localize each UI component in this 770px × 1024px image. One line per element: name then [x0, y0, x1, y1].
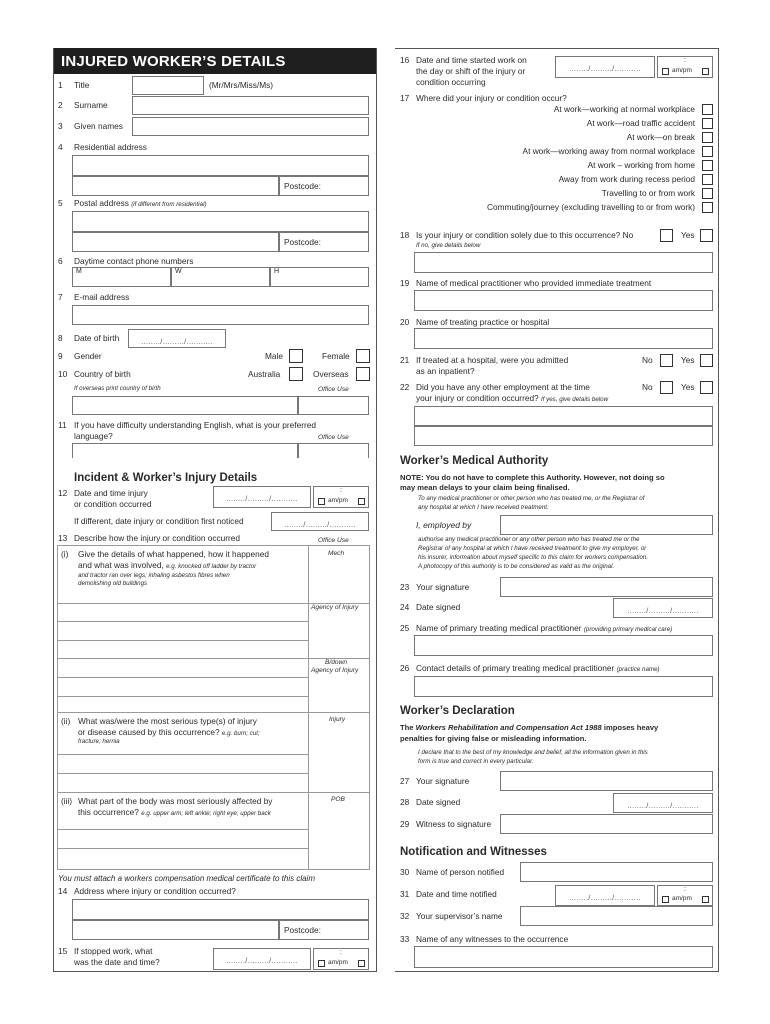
- first-noticed-label: If different, date injury or condition first noticed: [74, 516, 244, 526]
- solely-yes-checkbox[interactable]: [700, 229, 713, 242]
- body-part-label: What part of the body was most seriously affected by: [78, 796, 273, 806]
- treating-practice-label: Name of treating practice or hospital: [416, 317, 550, 327]
- supervisor-label: Your supervisor’s name: [416, 911, 503, 921]
- postal-address-line1[interactable]: [72, 211, 369, 232]
- declaration-date-label: Date signed: [416, 797, 461, 807]
- attach-certificate-note: You must attach a workers compensation medical certificate to this claim: [58, 874, 315, 883]
- incident-time-input[interactable]: : am/pm: [313, 486, 369, 508]
- gender-label: Gender: [74, 351, 102, 361]
- incident-am-checkbox[interactable]: [318, 498, 325, 505]
- phone-label: Daytime contact phone numbers: [74, 256, 194, 266]
- code-bdown: B/down: [325, 659, 347, 666]
- language-label: If you have difficulty understanding English, what is your preferred: [74, 420, 316, 430]
- given-names-input[interactable]: [132, 117, 369, 136]
- incident-heading: Incident & Worker’s Injury Details: [74, 472, 258, 484]
- notification-heading: Notification and Witnesses: [400, 846, 547, 858]
- code-agency: Agency of Injury: [311, 604, 359, 611]
- surname-label: Surname: [74, 100, 108, 110]
- inpatient-yes-checkbox[interactable]: [700, 354, 713, 367]
- witnesses-label: Name of any witnesses to the occurrence: [416, 934, 569, 944]
- postal-postcode[interactable]: Postcode:: [279, 232, 369, 252]
- notified-time-input[interactable]: : am/pm: [657, 885, 713, 906]
- medical-date-input[interactable]: ......../........./...........: [613, 598, 713, 618]
- incident-date-input[interactable]: ......../........./...........: [213, 486, 311, 508]
- gender-female-checkbox[interactable]: [356, 349, 370, 363]
- declaration-signature-label: Your signature: [416, 776, 470, 786]
- injury-address-line2[interactable]: [72, 920, 279, 940]
- declaration-date-input[interactable]: ......../........./...........: [613, 793, 713, 813]
- primary-practitioner-input[interactable]: [414, 635, 713, 656]
- employment-yes-checkbox[interactable]: [700, 381, 713, 394]
- page-title: INJURED WORKER’S DETAILS: [54, 48, 376, 74]
- occur-option-checkbox[interactable]: [702, 160, 713, 171]
- witnesses-input[interactable]: [414, 946, 713, 968]
- residential-address-line2[interactable]: [72, 176, 279, 196]
- declaration-heading: Worker’s Declaration: [400, 705, 515, 717]
- occur-option-checkbox[interactable]: [702, 202, 713, 213]
- occur-option-checkbox[interactable]: [702, 174, 713, 185]
- occur-option-checkbox[interactable]: [702, 118, 713, 129]
- gender-male-checkbox[interactable]: [289, 349, 303, 363]
- medical-signature-input[interactable]: [500, 577, 713, 597]
- employment-details-line1[interactable]: [414, 406, 713, 426]
- witness-input[interactable]: [500, 814, 713, 834]
- employment-details-line2[interactable]: [414, 426, 713, 446]
- describe-what-happened: Give the details of what happened, how it happened: [78, 549, 269, 559]
- practitioner-contact-input[interactable]: [414, 676, 713, 697]
- started-date-input[interactable]: ......../........./...........: [555, 56, 655, 78]
- country-note: If overseas print country of birth: [74, 385, 161, 392]
- title-input[interactable]: [132, 76, 204, 95]
- injury-address-label: Address where injury or condition occurred?: [74, 886, 236, 896]
- residential-postcode[interactable]: Postcode:: [279, 176, 369, 196]
- stopped-date-input[interactable]: ......../........./...........: [213, 948, 311, 970]
- given-names-label: Given names: [74, 121, 123, 131]
- code-injury: Injury: [329, 716, 346, 723]
- notified-pm-checkbox[interactable]: [702, 896, 709, 903]
- occur-option-checkbox[interactable]: [702, 104, 713, 115]
- occur-option-checkbox[interactable]: [702, 188, 713, 199]
- solely-no-checkbox[interactable]: [660, 229, 673, 242]
- email-label: E-mail address: [74, 292, 130, 302]
- title-hint: (Mr/Mrs/Miss/Ms): [209, 80, 274, 90]
- solely-due-label: Is your injury or condition solely due to this occurrence? No: [416, 230, 634, 240]
- treating-practice-input[interactable]: [414, 328, 713, 349]
- started-work-label: Date and time started work on: [416, 55, 527, 65]
- notified-date-input[interactable]: ......../........./...........: [555, 885, 655, 906]
- stopped-time-input[interactable]: : am/pm: [313, 948, 369, 970]
- email-input[interactable]: [72, 305, 369, 325]
- injury-address-line1[interactable]: [72, 899, 369, 920]
- inpatient-label: If treated at a hospital, were you admitted: [416, 355, 569, 365]
- employment-no-checkbox[interactable]: [660, 381, 673, 394]
- act-notice: The Workers Rehabilitation and Compensation Act 1988 imposes heavy: [400, 723, 659, 732]
- language-input[interactable]: [72, 443, 298, 458]
- medical-date-label: Date signed: [416, 602, 461, 612]
- stopped-pm-checkbox[interactable]: [358, 960, 365, 967]
- occur-where-label: Where did your injury or condition occur?: [416, 93, 567, 103]
- stopped-am-checkbox[interactable]: [318, 960, 325, 967]
- started-am-checkbox[interactable]: [662, 68, 669, 75]
- medical-authority-heading: Worker’s Medical Authority: [400, 455, 549, 467]
- notified-am-checkbox[interactable]: [662, 896, 669, 903]
- describe-label: Describe how the injury or condition occurred: [74, 533, 241, 543]
- employed-by-input[interactable]: [500, 515, 713, 535]
- dob-label: Date of birth: [74, 333, 120, 343]
- stopped-work-label: If stopped work, what: [74, 946, 153, 956]
- postal-address-label: Postal address (if different from residential): [74, 198, 207, 208]
- code-pob: POB: [331, 796, 345, 803]
- immediate-practitioner-input[interactable]: [414, 290, 713, 311]
- incident-date-label: Date and time injury: [74, 488, 148, 498]
- declaration-signature-input[interactable]: [500, 771, 713, 791]
- medical-signature-label: Your signature: [416, 582, 470, 592]
- witness-label: Witness to signature: [416, 819, 492, 829]
- incident-pm-checkbox[interactable]: [358, 498, 365, 505]
- country-overseas-checkbox[interactable]: [356, 367, 370, 381]
- occur-option-checkbox[interactable]: [702, 132, 713, 143]
- injury-type-label: What was/were the most serious type(s) of injury: [78, 716, 257, 726]
- started-pm-checkbox[interactable]: [702, 68, 709, 75]
- inpatient-no-checkbox[interactable]: [660, 354, 673, 367]
- solely-details-input[interactable]: [414, 252, 713, 273]
- phone-mobile-input[interactable]: M: [72, 267, 171, 287]
- other-employment-label: Did you have any other employment at the time: [416, 382, 590, 392]
- practitioner-contact-label: Contact details of primary treating medical practitioner (practice name): [416, 663, 660, 673]
- occur-option-checkbox[interactable]: [702, 146, 713, 157]
- office-use-country: [298, 396, 369, 415]
- country-label: Country of birth: [74, 369, 131, 379]
- residential-address-line1[interactable]: [72, 155, 369, 176]
- employed-by-label: I, employed by: [416, 520, 472, 530]
- first-noticed-input[interactable]: ......../........./...........: [271, 512, 369, 531]
- injury-postcode[interactable]: Postcode:: [279, 920, 369, 940]
- primary-practitioner-label: Name of primary treating medical practitioner (providing primary medical care): [416, 623, 673, 633]
- immediate-practitioner-label: Name of medical practitioner who provided immediate treatment: [416, 278, 652, 288]
- occur-options: At work—working at normal workplace At work—road traffic accident At work—on break At work—working away from normal workplace At work – working from home Away from work during recess period Travelling to or from work Commuting/journey (excluding travelling to or from work): [420, 103, 716, 215]
- residential-address-label: Residential address: [74, 142, 147, 152]
- phone-home-input[interactable]: H: [270, 267, 369, 287]
- code-mech: Mech: [328, 550, 345, 557]
- supervisor-input[interactable]: [520, 906, 713, 926]
- person-notified-input[interactable]: [520, 862, 713, 882]
- phone-work-input[interactable]: W: [171, 267, 270, 287]
- medical-note: NOTE: You do not have to complete this Authority. However, not doing so: [400, 473, 665, 482]
- surname-input[interactable]: [132, 96, 369, 115]
- notified-date-label: Date and time notified: [416, 889, 497, 899]
- office-use-language: [298, 443, 369, 458]
- dob-input[interactable]: ......../........./...........: [128, 329, 226, 348]
- country-australia-checkbox[interactable]: [289, 367, 303, 381]
- person-notified-label: Name of person notified: [416, 867, 505, 877]
- country-overseas-input[interactable]: [72, 396, 298, 415]
- title-label: Title: [74, 80, 90, 90]
- started-time-input[interactable]: : am/pm: [657, 56, 713, 78]
- postal-address-line2[interactable]: [72, 232, 279, 252]
